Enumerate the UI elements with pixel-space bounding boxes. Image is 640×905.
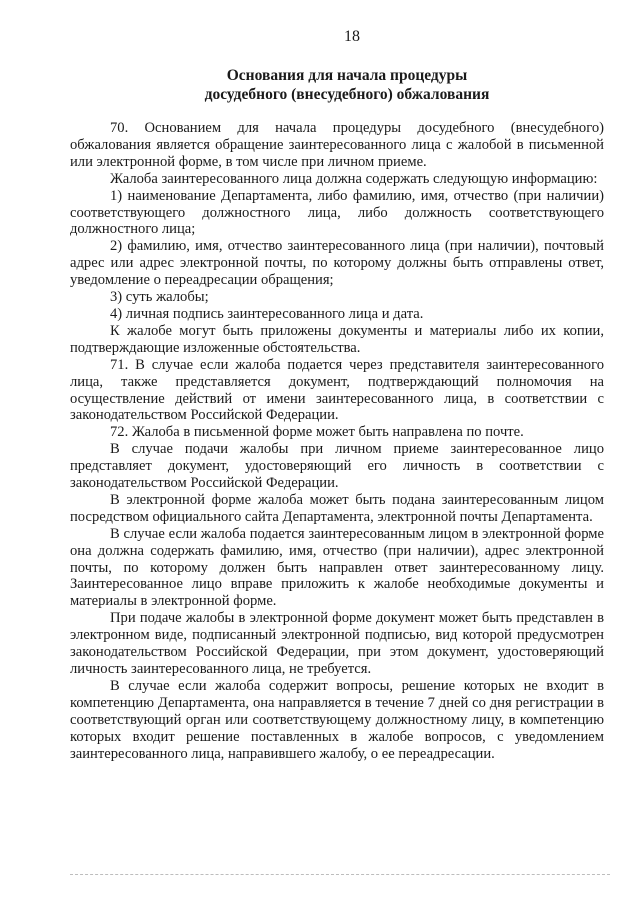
section-heading-line-1: Основания для начала процедуры: [226, 67, 468, 84]
paragraph-personal-reception: В случае подачи жалобы при личном приеме заинтересованное лицо представляет документ, удостоверяющий его личность в соответствии с законодательством Российской Федерации.: [70, 441, 604, 492]
section-heading: [70, 66, 604, 104]
paragraph-attachments: К жалобе могут быть приложены документы и материалы либо их копии, подтверждающие изложенные обстоятельства.: [70, 322, 604, 356]
paragraph-71: 71. В случае если жалоба подается через представителя заинтересованного лица, также представляется документ, подтверждающий полномочия на осуществление действий от имени заинтересованного лица, в соответствии с законодательством Российской Федерации.: [70, 356, 604, 424]
paragraph-redirection: В случае если жалоба содержит вопросы, решение которых не входит в компетенцию Департамента, она направляется в течение 7 дней со дня регистрации в соответствующий орган или соответствующему должностному лицу, в компетенцию которых входит решение поставленных в жалобе вопросов, с уведомлением заинтересованного лица, направившего жалобу, о ее переадресации.: [70, 677, 604, 762]
page-bottom-rule: [70, 874, 610, 875]
list-item-1: 1) наименование Департамента, либо фамилию, имя, отчество (при наличии) соответствующего должностного лица, либо должность соответствующего должностного лица;: [70, 187, 604, 238]
list-item-3: 3) суть жалобы;: [110, 289, 209, 306]
document-body: [70, 120, 604, 762]
section-heading-line-2: досудебного (внесудебного) обжалования: [204, 86, 490, 103]
list-item-2: 2) фамилию, имя, отчество заинтересованного лица (при наличии), почтовый адрес или адрес электронной почты, по которому должны быть отправлены ответ, уведомление о переадресации обращения;: [70, 238, 604, 289]
page-number: 18: [344, 28, 360, 45]
paragraph-electronic-submission: В электронной форме жалоба может быть подана заинтересованным лицом посредством официального сайта Департамента, электронной почты Департамента.: [70, 491, 604, 525]
paragraph-complaint-content: Жалоба заинтересованного лица должна содержать следующую информацию:: [110, 170, 598, 187]
paragraph-electronic-signature: При подаче жалобы в электронной форме документ может быть представлен в электронном виде, подписанный электронной подписью, вид которой предусмотрен законодательством Российской Федерации, при этом документ, удостоверяющий личность заинтересованного лица, не требуется.: [70, 610, 604, 677]
paragraph-72: 72. Жалоба в письменной форме может быть направлена по почте.: [110, 424, 524, 441]
paragraph-70: 70. Основанием для начала процедуры досудебного (внесудебного) обжалования является обращение заинтересованного лица с жалобой в письменной или электронной форме, в том числе при личном приеме.: [70, 120, 604, 170]
paragraph-electronic-content: В случае если жалоба подается заинтересованным лицом в электронной форме она должна содержать фамилию, имя, отчество (при наличии), адрес электронной почты, по которому должен быть направлен ответ заинтересованному лицу. Заинтересованное лицо вправе приложить к жалобе необходимые документы и материалы в электронной форме.: [70, 525, 604, 610]
list-item-4: 4) личная подпись заинтересованного лица и дата.: [110, 305, 424, 322]
